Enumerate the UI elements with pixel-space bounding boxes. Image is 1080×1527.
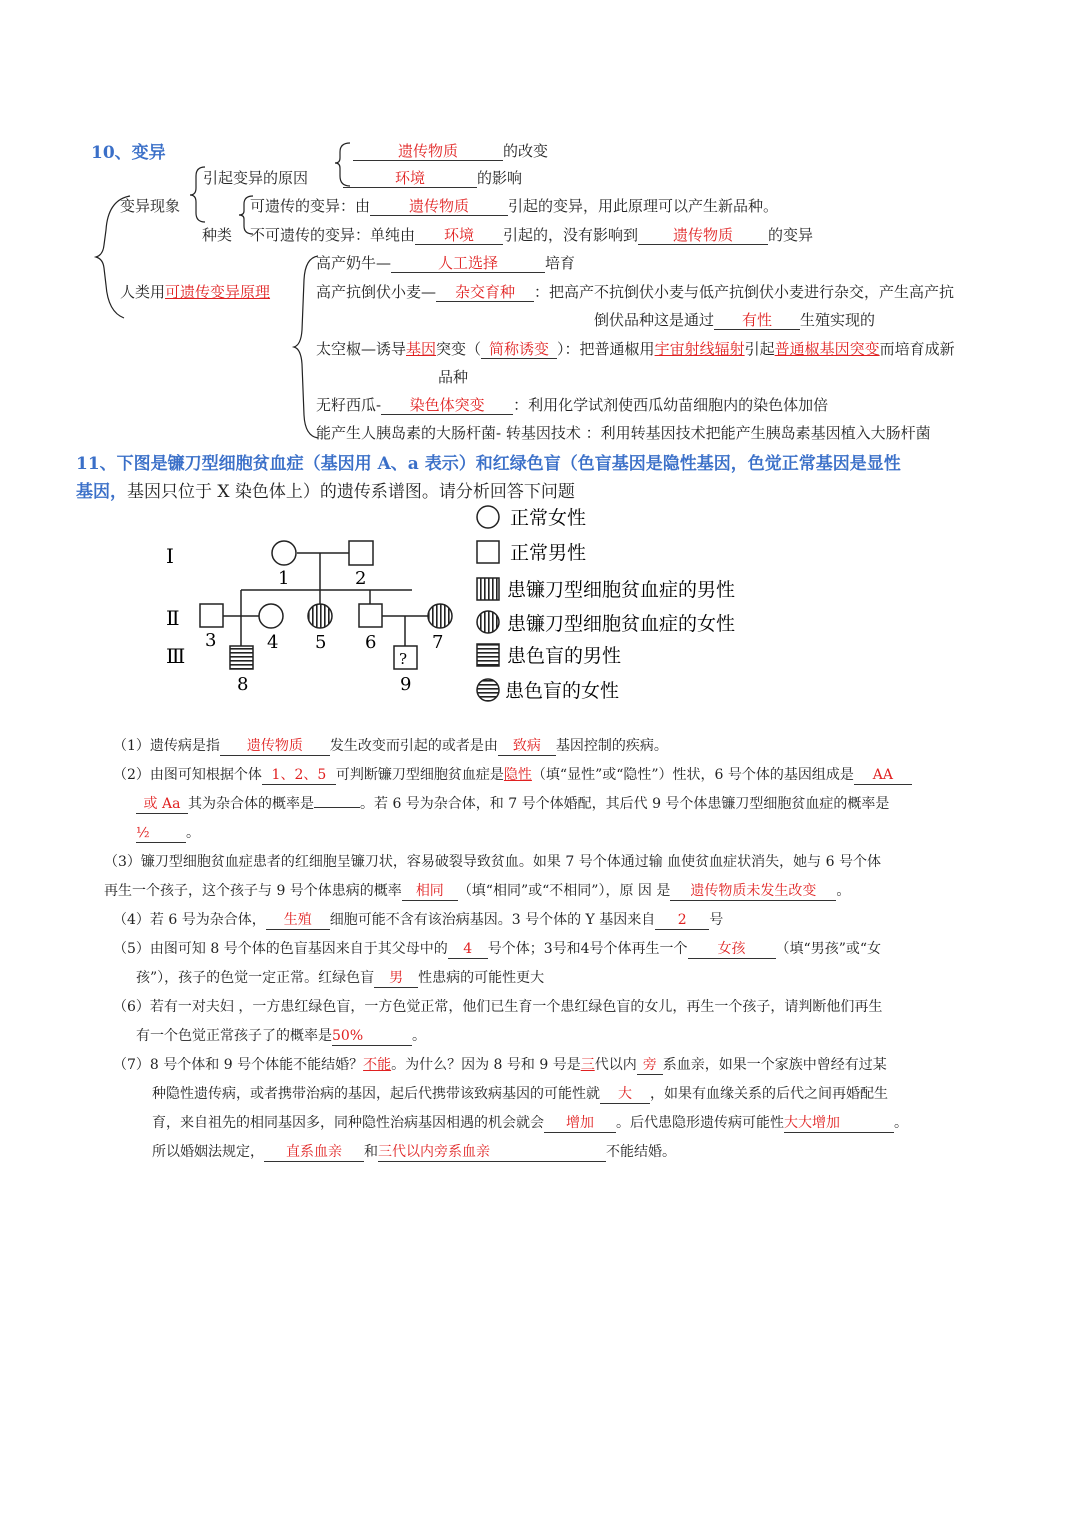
nonheritable-pre: 不可遗传的变异：单纯由	[250, 226, 416, 244]
q7-line2-tail: ，如果有血缘关系的后代之间再婚配生	[650, 1086, 888, 1102]
q1-tail: 基因控制的疾病。	[555, 738, 668, 754]
q3-pre: 再生一个孩子，这个孩子与 9 号个体患病的概率	[104, 883, 402, 899]
q1-mid: 发生改变而引起的或者是由	[329, 738, 498, 754]
section-10-title: 10、变异	[91, 143, 166, 163]
q3-mid: （填“相同”或“不相同”），原 因 是	[457, 883, 671, 899]
melon-tail: ：利用化学试剂使西瓜幼苗细胞内的染色体加倍	[513, 396, 829, 414]
id-label-2: 2	[355, 568, 367, 589]
question-4	[113, 906, 723, 935]
q2-answer-4: ½	[136, 825, 186, 843]
wheat-pre: 高产抗倒伏小麦—	[316, 283, 437, 301]
q5-pre: （5）由图可知 8 号个体的色盲基因来自于其父母中的	[113, 941, 448, 957]
question-3-line-2	[104, 877, 850, 906]
q7-answer-6: 大大增加	[784, 1115, 894, 1133]
question-2-line-1	[113, 761, 912, 790]
question-6-line-1: （6）若有一对夫妇 ，一方患红绿色盲，一方色觉正常，他们已生育一个患红绿色盲的女儿，再生一个孩子，请判断他们再生	[113, 999, 883, 1015]
id-label-6: 6	[365, 632, 377, 653]
q7-answer-2: 三	[580, 1057, 595, 1073]
wheat2-pre: 倒伏品种这是通过	[594, 311, 715, 329]
q7-line3-pre: 育，来自祖先的相同基因多，同种隐性治病基因相遇的机会就会	[152, 1115, 544, 1131]
q7-answer-7: 直系血亲	[264, 1144, 364, 1162]
q7-answer-8: 三代以内旁系血亲	[378, 1144, 606, 1162]
individual-3	[200, 604, 223, 627]
q7-answer-1: 不能	[363, 1057, 392, 1073]
question-7-line-3	[152, 1109, 908, 1138]
legend-sickle-male-symbol	[477, 578, 499, 600]
question-7-line-2	[152, 1080, 888, 1109]
q4-pre: （4）若 6 号为杂合体，	[113, 912, 266, 928]
q2-mid-2: （填“显性”或“隐性”）性状，6 号个体的基因组成是	[531, 767, 854, 783]
cow-tail: 培育	[545, 254, 576, 272]
pepper-tail: 而培育成新	[879, 340, 955, 358]
types-label: 种类	[202, 226, 233, 244]
wheat2-tail: 生殖实现的	[800, 311, 876, 329]
legend-normal-female: 正常女性	[510, 507, 587, 529]
legend-normal-female-symbol	[477, 506, 499, 528]
legend-colorblind-female: 患色盲的女性	[505, 680, 620, 702]
q5-answer-2: 女孩	[688, 941, 776, 959]
q7-answer-5: 增加	[544, 1115, 616, 1133]
legend-colorblind-female-symbol	[477, 679, 499, 701]
q2-pre: （2）由图可知根据个体	[113, 767, 262, 783]
legend-normal-male: 正常男性	[510, 542, 587, 564]
wheat-answer: 杂交育种	[436, 284, 534, 302]
q2-tail: 。	[186, 825, 200, 841]
q5-line2-tail: 性患病的可能性更大	[418, 970, 545, 986]
q6-pre: 有一个色觉正常孩子了的概率是	[136, 1028, 332, 1044]
q7-line3-tail: 。	[894, 1115, 908, 1131]
ecoli-line: 能产生人胰岛素的大肠杆菌- 转基因技术 ：利用转基因技术把能产生胰岛素基因植入大肠杆菌	[316, 424, 931, 442]
q2-mid-3: 其为杂合体的概率是	[188, 796, 314, 812]
q2-blank	[314, 807, 360, 808]
cause-label: 引起变异的原因	[203, 169, 309, 187]
question-7-line-1	[113, 1051, 887, 1080]
q5-line2-pre: 孩”），孩子的色觉一定正常。红绿色盲	[136, 970, 375, 986]
q6-answer: 50%	[332, 1028, 412, 1046]
heritable-tail: 引起的变异，用此原理可以产生新品种。	[508, 197, 779, 215]
q7-answer-4: 大	[600, 1086, 650, 1104]
q7-line2-pre: 种隐性遗传病，或者携带治病的基因，起后代携带该致病基因的可能性就	[152, 1086, 600, 1102]
q2-answer-3b: 或 Aa	[136, 796, 188, 814]
generation-1-label: I	[166, 544, 174, 568]
pepper-line-2: 品种	[438, 368, 469, 386]
question-5-line-1	[113, 935, 881, 964]
q2-mid-4: 。若 6 号为杂合体，和 7 号个体婚配，其后代 9 号个体患镰刀型细胞贫血症的概率是	[360, 796, 890, 812]
individual-7	[428, 604, 452, 628]
melon-pre: 无籽西瓜-	[316, 396, 382, 414]
cow-pre: 高产奶牛—	[316, 254, 392, 272]
individual-8	[230, 646, 253, 669]
pepper-pre: 太空椒—诱导	[316, 340, 407, 358]
individual-5	[308, 604, 332, 628]
pepper-answer-4: 普通椒基因突变	[774, 340, 880, 358]
pepper-answer-1: 基因	[406, 340, 437, 358]
q1-answer-2: 致病	[498, 738, 556, 756]
q7-mid-1: 。为什么？因为 8 号和 9 号是	[391, 1057, 581, 1073]
q3-answer-2: 遗传物质未发生改变	[670, 883, 836, 901]
legend-normal-male-symbol	[477, 541, 499, 563]
cause1-answer: 遗传物质	[353, 143, 503, 161]
q1-answer-1: 遗传物质	[220, 738, 330, 756]
phenomenon-label: 变异现象	[120, 197, 181, 215]
id-label-1: 1	[278, 568, 290, 589]
q7-mid-2: 代以内	[594, 1057, 637, 1073]
pepper-mid-3: 引起	[744, 340, 775, 358]
q7-pre: （7）8 号个体和 9 号个体能不能结婚？	[113, 1057, 364, 1073]
question-2-line-3	[136, 819, 200, 848]
wheat2-answer: 有性	[714, 312, 800, 330]
q5-mid: 号个体；3号和4号个体再生一个	[487, 941, 688, 957]
nonheritable-tail: 的变异	[768, 226, 814, 244]
id-label-9: 9	[400, 674, 412, 695]
legend-colorblind-male-symbol	[477, 644, 499, 666]
nonheritable-answer-2: 遗传物质	[638, 227, 768, 245]
cow-answer: 人工选择	[391, 255, 545, 273]
id-label-3: 3	[205, 630, 217, 651]
wheat-tail: ：把高产不抗倒伏小麦与低产抗倒伏小麦进行杂交，产生高产抗	[534, 283, 955, 301]
heritable-answer: 遗传物质	[370, 198, 508, 216]
q4-answer-1: 生殖	[266, 912, 330, 930]
heritable-pre: 可遗传的变异：由	[250, 197, 371, 215]
question-1	[113, 732, 668, 761]
individual-1	[272, 541, 296, 565]
q7-line4-tail: 不能结婚。	[606, 1144, 676, 1160]
pedigree-chart	[0, 0, 1080, 720]
id-label-7: 7	[432, 632, 444, 653]
melon-answer: 染色体突变	[381, 397, 513, 415]
q7-tail-1: 系血亲，如果一个家族中曾经有过某	[662, 1057, 887, 1073]
question-6-line-2	[136, 1022, 426, 1051]
individual-9-unknown-mark: ?	[399, 650, 408, 668]
nonheritable-mid: 引起的，没有影响到	[503, 226, 639, 244]
q2-mid-1: 可判断镰刀型细胞贫血症是	[335, 767, 504, 783]
id-label-5: 5	[315, 632, 327, 653]
pepper-answer-2: 简称诱变	[481, 341, 557, 359]
pepper-mid-2: ）：把普通椒用	[557, 340, 655, 358]
q7-answer-3: 旁	[637, 1057, 663, 1075]
q5-tail: （填“男孩”或“女	[775, 941, 882, 957]
q3-answer-1: 相同	[402, 883, 458, 901]
cause2-answer: 环境	[343, 170, 477, 188]
legend-sickle-female: 患镰刀型细胞贫血症的女性	[507, 613, 736, 635]
id-label-4: 4	[267, 632, 279, 653]
legend-colorblind-male: 患色盲的男性	[507, 645, 622, 667]
individual-6	[359, 604, 382, 627]
cause1-tail: 的改变	[503, 142, 549, 160]
q2-answer-2: 隐性	[503, 767, 532, 783]
id-label-8: 8	[237, 674, 249, 695]
pepper-answer-3: 宇宙射线辐射	[654, 340, 745, 358]
q7-line4-pre: 所以婚姻法规定，	[152, 1144, 264, 1160]
q3-tail: 。	[836, 883, 851, 899]
q1-pre: （1）遗传病是指	[113, 738, 220, 754]
legend-sickle-male: 患镰刀型细胞贫血症的男性	[507, 579, 736, 601]
question-7-line-4	[152, 1138, 676, 1167]
q5-answer-3: 男	[374, 970, 418, 988]
legend-sickle-female-symbol	[477, 611, 499, 633]
individual-2	[349, 541, 373, 565]
section-11-title-2b: 基因只位于 X 染色体上）的遗传系谱图。请分析回答下问题	[127, 482, 575, 502]
question-2-line-2	[136, 790, 889, 819]
human-pre: 人类用	[120, 283, 166, 301]
q2-answer-3a: AA	[854, 767, 912, 785]
section-11-title-1: 11、下图是镰刀型细胞贫血症（基因用 A、a 表示）和红绿色盲（色盲基因是隐性基因，色觉正常基因是显性	[76, 454, 901, 474]
q7-line3-mid: 。后代患隐形遗传病可能性	[616, 1115, 784, 1131]
pepper-mid-1: 突变（	[436, 340, 482, 358]
question-3-line-1: （3）镰刀型细胞贫血症患者的红细胞呈镰刀状，容易破裂导致贫血。如果 7 号个体通过输 血使贫血症状消失，她与 6 号个体	[104, 854, 881, 870]
q5-answer-1: 4	[448, 941, 488, 959]
q4-tail: 号	[709, 912, 724, 928]
q4-mid: 细胞可能不含有该治病基因。3 号个体的 Y 基因来自	[329, 912, 656, 928]
generation-2-label: Ⅱ	[166, 606, 180, 630]
individual-4	[259, 604, 283, 628]
nonheritable-answer-1: 环境	[415, 227, 503, 245]
generation-3-label: Ⅲ	[166, 644, 186, 668]
q7-line4-mid: 和	[364, 1144, 378, 1160]
cause2-tail: 的影响	[477, 169, 523, 187]
q4-answer-2: 2	[655, 912, 709, 930]
question-5-line-2	[136, 964, 544, 993]
q6-tail: 。	[412, 1028, 426, 1044]
q2-answer-1: 1、2、5	[262, 767, 336, 785]
section-11-title-2a: 基因，	[76, 482, 127, 502]
human-answer: 可遗传变异原理	[165, 283, 271, 301]
